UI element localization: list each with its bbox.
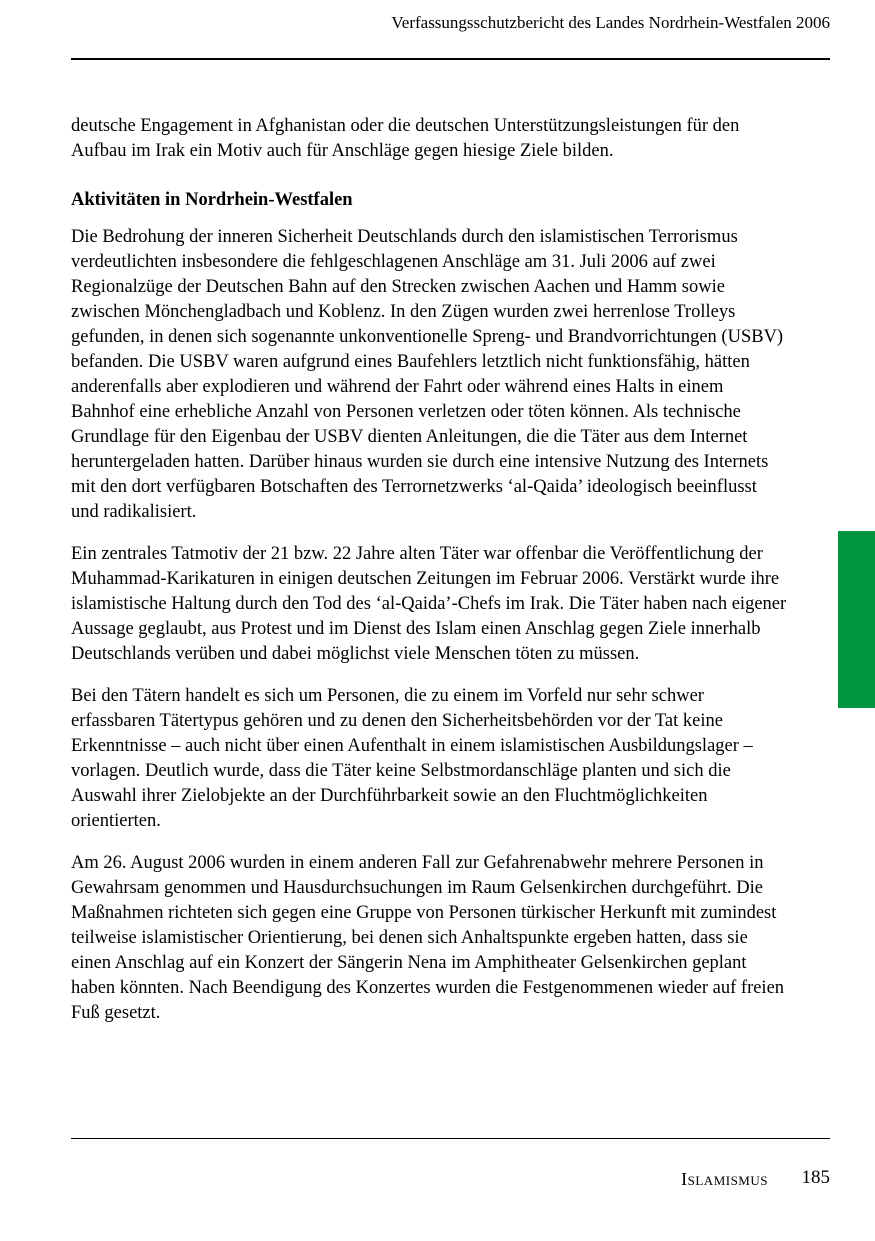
body-paragraph-4: Am 26. August 2006 wurden in einem anderen Fall zur Gefahrenabwehr mehrere Personen in Gewahrsam genommen und Hausdurchsuchungen im Raum Gelsenkirchen durchgeführt. Die Maßnahmen richteten sich gegen eine Gruppe von Personen türkischer Herkunft mit zumindest teilweise islamistischer Orientierung, bei denen sich Anhaltspunkte ergeben hatten, dass sie einen Anschlag auf ein Konzert der Sängerin Nena im Amphitheater Gelsenkirchen geplant haben könnten. Nach Beendigung des Konzertes wurden die Festgenommenen wieder auf freien Fuß gesetzt. bbox=[71, 853, 785, 1023]
page-body bbox=[71, 114, 787, 1026]
page-number: 185 bbox=[801, 1167, 830, 1188]
intro-paragraph: deutsche Engagement in Afghanistan oder die deutschen Unterstützungsleistungen für den Aufbau im Irak ein Motiv auch für Anschläge gegen hiesige Ziele bilden. bbox=[71, 116, 740, 161]
body-paragraph-3: Bei den Tätern handelt es sich um Personen, die zu einem im Vorfeld nur sehr schwer erfassbaren Tätertypus gehören und zu denen den Sicherheitsbehörden vor der Tat keine Erkenntnisse – auch nicht über einen Aufenthalt in einem islamistischen Ausbildungslager – vorlagen. Deutlich wurde, dass die Täter keine Selbstmordanschläge planten und sich die Auswahl ihrer Zielobjekte an der Durchführbarkeit sowie an den Fluchtmöglichkeiten orientierten. bbox=[71, 686, 753, 831]
footer-rule bbox=[71, 1138, 830, 1139]
footer-section-title: Islamismus bbox=[681, 1169, 768, 1189]
running-header: Verfassungsschutzbericht des Landes Nordrhein-Westfalen 2006 bbox=[391, 13, 830, 32]
body-paragraph-2: Ein zentrales Tatmotiv der 21 bzw. 22 Jahre alten Täter war offenbar die Veröffentlichung der Muhammad-Karikaturen in einigen deutschen Zeitungen im Februar 2006. Verstärkt wurde ihre islamistische Haltung durch den Tod des ‘al-Qaida’-Chefs im Irak. Die Täter haben nach eigener Aussage geglaubt, aus Protest und im Dienst des Islam einen Anschlag gegen Ziele innerhalb Deutschlands verüben und dabei möglichst viele Menschen töten zu müssen. bbox=[71, 544, 787, 664]
chapter-thumb-tab bbox=[838, 531, 875, 708]
section-heading: Aktivitäten in Nordrhein-Westfalen bbox=[71, 190, 353, 210]
header-rule bbox=[71, 58, 830, 60]
body-paragraph-1: Die Bedrohung der inneren Sicherheit Deutschlands durch den islamistischen Terrorismus verdeutlichten insbesondere die fehlgeschlagenen Anschläge am 31. Juli 2006 auf zwei Regionalzüge der Deutschen Bahn auf den Strecken zwischen Aachen und Hamm sowie zwischen Mönchengladbach und Koblenz. In den Zügen wurden zwei herrenlose Trolleys gefunden, in denen sich sogenannte unkonventionelle Spreng- und Brandvorrichtungen (USBV) befanden. Die USBV waren aufgrund eines Baufehlers letztlich nicht funktionsfähig, hätten anderenfalls aber explodieren und während der Fahrt oder während eines Halts in einem Bahnhof eine erhebliche Anzahl von Personen verletzen oder töten können. Als technische Grundlage für den Eigenbau der USBV dienten Anleitungen, die die Täter aus dem Internet heruntergeladen hatten. Darüber hinaus wurden sie durch eine intensive Nutzung des Internets mit den dort verfügbaren Botschaften des Terrornetzwerks ‘al-Qaida’ ideologisch beeinflusst und radikalisiert. bbox=[71, 227, 784, 522]
